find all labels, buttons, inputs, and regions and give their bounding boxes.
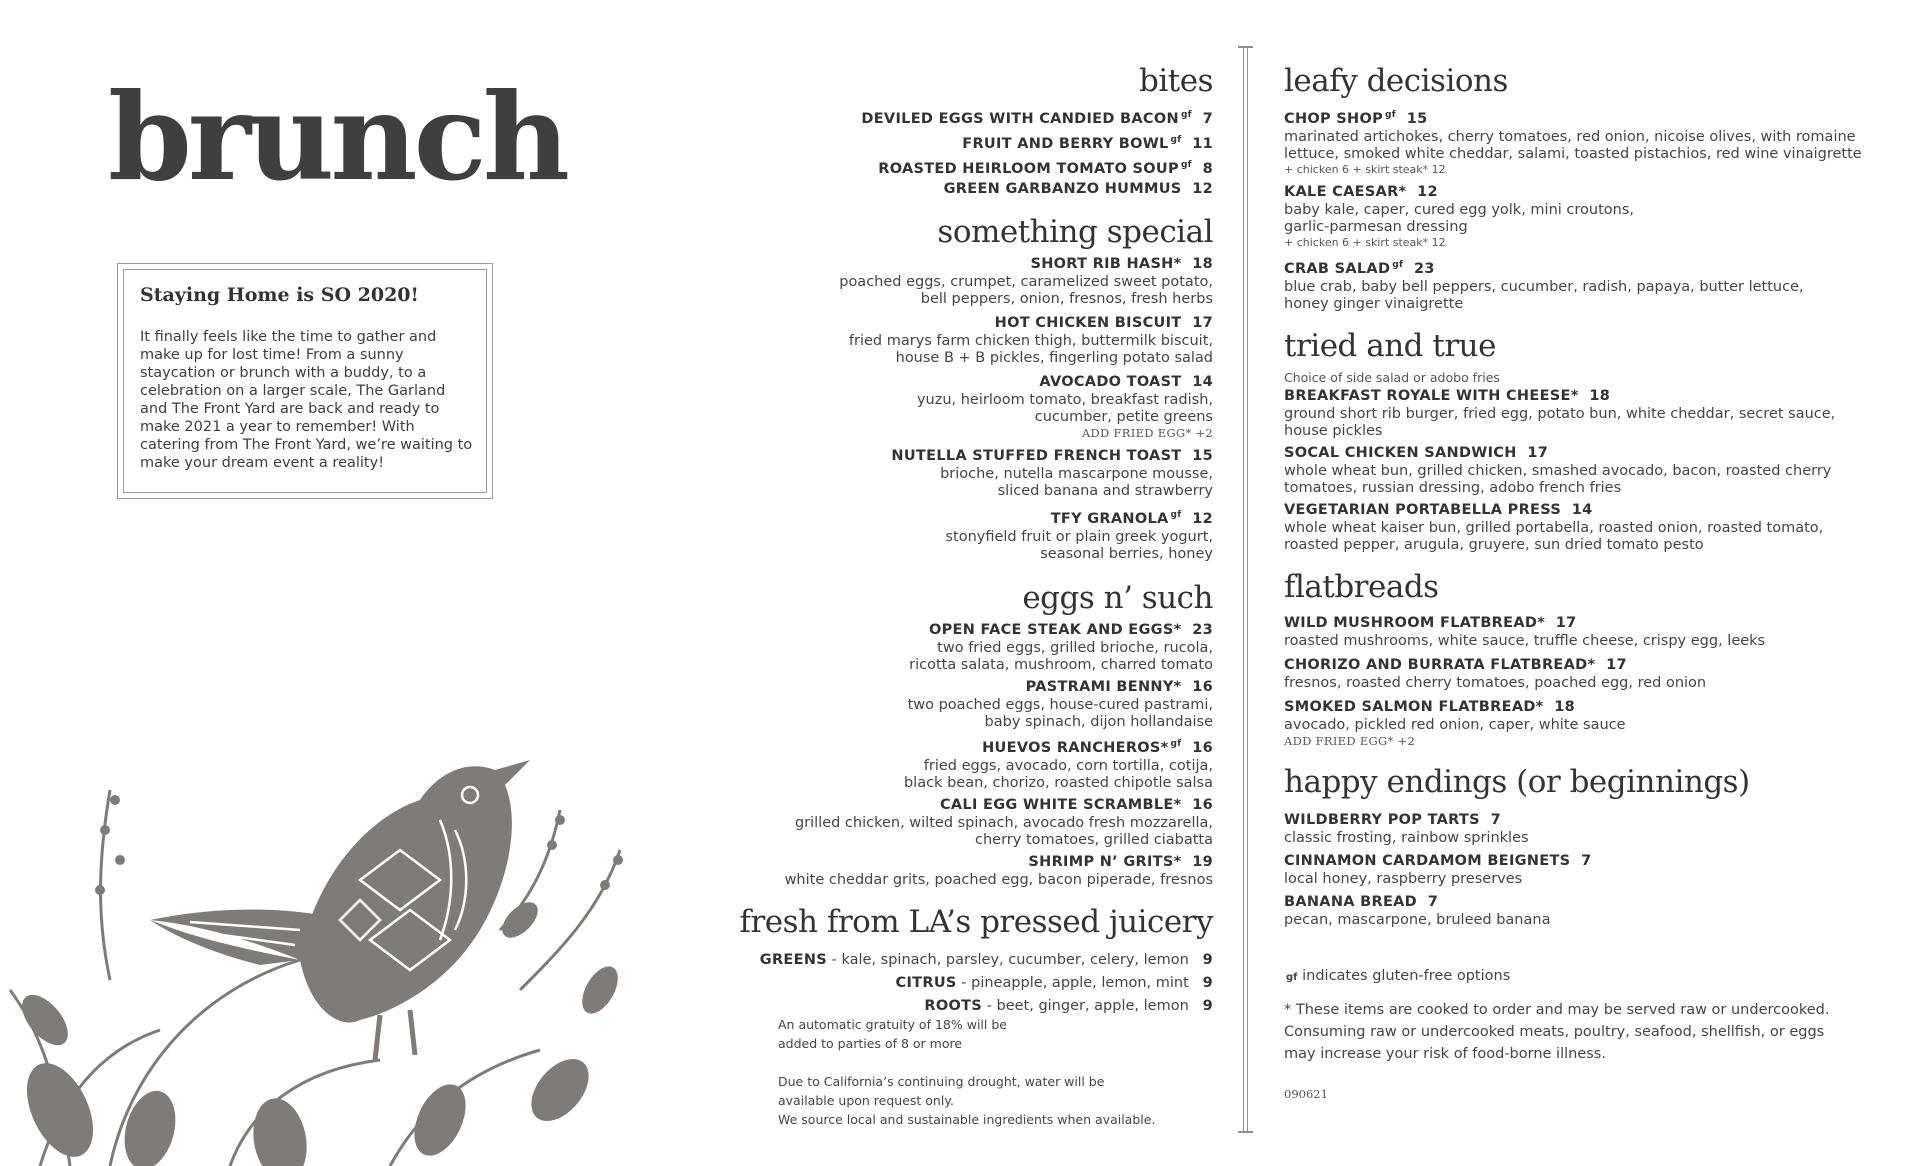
bird-illustration-icon [0,690,680,1166]
item-description: white cheddar grits, poached egg, bacon piperade, fresnos [784,872,1213,889]
footer-notes-right [1284,965,1884,1105]
item-price: 12 [1192,511,1213,528]
item-price: 23 [1413,260,1435,277]
column-divider [1243,47,1248,1133]
promo-box-inner [123,269,487,493]
item-description: local honey, raspberry preserves [1284,870,1523,887]
item-name: SHRIMP N’ GRITS* [1028,854,1182,871]
item-description: cucumber, petite greens [1034,409,1213,426]
promo-title: Staying Home is SO 2020! [140,284,419,306]
item-name: HOT CHICKEN BISCUIT [994,315,1182,332]
juicery-list [693,949,1213,1018]
menu-item [693,180,1213,199]
item-price: 15 [1406,110,1428,127]
item-price: 16 [1192,679,1213,696]
item-price: 18 [1589,387,1611,404]
item-description: ricotta salata, mushroom, charred tomato [909,657,1213,674]
item-description: two fried eggs, grilled brioche, rucola, [937,640,1213,657]
item-name: GREEN GARBANZO HUMMUS [943,181,1182,198]
menu-item [693,106,1213,129]
item-description: seasonal berries, honey [1040,546,1213,563]
item-description: bell peppers, onion, fresnos, fresh herbs [920,291,1213,308]
gluten-free-mark: gf [1180,159,1192,170]
item-name: PASTRAMI BENNY* [1025,679,1182,696]
sourcing-note: We source local and sustainable ingredients when available. [778,1112,1156,1127]
menu-item [693,972,1213,995]
menu-item [1284,614,1884,650]
menu-item [1284,852,1884,888]
menu-version-code: 090621 [1284,1087,1328,1101]
special-list [693,255,1213,563]
item-name: KALE CAESAR* [1284,183,1407,200]
section-heading-bites: bites [1139,63,1213,99]
item-name: ROOTS [924,998,983,1015]
item-name: BANANA BREAD [1284,893,1418,910]
water-note: available upon request only. [778,1093,954,1108]
menu-item [1284,106,1884,177]
section-heading-happy-endings: happy endings (or beginnings) [1284,763,1750,800]
item-price: 17 [1527,444,1549,461]
item-name: VEGETARIAN PORTABELLA PRESS [1284,501,1562,518]
item-name: WILDBERRY POP TARTS [1284,811,1480,828]
menu-item [1284,387,1884,440]
item-addon: ADD FRIED EGG* +2 [1284,733,1416,748]
item-description: cherry tomatoes, grilled ciabatta [975,832,1213,849]
menu-item [693,255,1213,308]
menu-item [693,314,1213,367]
item-price: 7 [1427,893,1439,910]
item-description: fried eggs, avocado, corn tortilla, cotija, [923,758,1213,775]
item-description: black bean, chorizo, roasted chipotle salsa [903,775,1213,792]
item-name: WILD MUSHROOM FLATBREAD* [1284,614,1546,631]
menu-item [693,853,1213,889]
item-description: brioche, nutella mascarpone mousse, [940,466,1213,483]
item-description: marinated artichokes, cherry tomatoes, red onion, nicoise olives, with romaine lettuce, smoked white cheddar, salami, toasted pistachios, red wine vinaigrette [1284,128,1862,162]
item-name: AVOCADO TOAST [1039,374,1182,391]
item-description: avocado, pickled red onion, caper, white sauce [1284,716,1626,733]
item-name: GREENS [759,952,828,969]
item-name: OPEN FACE STEAK AND EGGS* [928,622,1182,639]
item-description: blue crab, baby bell peppers, cucumber, radish, papaya, butter lettuce, honey ginger vinaigrette [1284,278,1804,312]
section-heading-something-special: something special [937,214,1213,251]
menu-item [693,156,1213,179]
item-name: SHORT RIB HASH* [1030,256,1182,273]
menu-item [693,447,1213,500]
raw-food-warning: * These items are cooked to order and may be served raw or undercooked. [1284,1002,1830,1018]
item-price: 8 [1202,160,1213,177]
gratuity-note: An automatic gratuity of 18% will be [778,1017,1007,1032]
item-description: - kale, spinach, parsley, cucumber, celery, lemon [827,952,1189,969]
menu-item [693,735,1213,792]
item-price: 9 [1202,952,1213,969]
item-description: fried marys farm chicken thigh, buttermilk biscuit, [848,333,1213,350]
item-price: 16 [1192,740,1213,757]
menu-title: brunch [108,67,566,208]
item-name: ROASTED HEIRLOOM TOMATO SOUP [878,160,1179,177]
gluten-free-legend-text: indicates gluten-free options [1297,968,1511,984]
item-price: 7 [1581,852,1592,869]
water-note: Due to California’s continuing drought, water will be [778,1074,1105,1089]
item-description: baby spinach, dijon hollandaise [984,714,1213,731]
item-name: DEVILED EGGS WITH CANDIED BACON [861,110,1179,127]
footer-notes-left [778,1015,1218,1129]
item-name: CRAB SALAD [1284,260,1391,277]
item-name: CHORIZO AND BURRATA FLATBREAD* [1284,656,1596,673]
section-heading-flatbreads: flatbreads [1284,568,1439,605]
item-name: SOCAL CHICKEN SANDWICH [1284,444,1517,461]
item-addon: + chicken 6 + skirt steak* 12 [1284,235,1446,249]
menu-item [693,621,1213,674]
menu-item [1284,656,1884,692]
menu-item [1284,501,1884,554]
item-description: house B + B pickles, fingerling potato salad [895,350,1213,367]
item-description: whole wheat kaiser bun, grilled portabella, roasted onion, roasted tomato, roasted pepper, arugula, gruyere, sun dried tomato pesto [1284,519,1824,553]
promo-box [117,263,493,499]
item-description: - beet, ginger, apple, lemon [982,998,1189,1015]
gluten-free-mark: gf [1385,110,1396,120]
item-price: 7 [1202,110,1213,127]
item-price: 18 [1554,698,1576,715]
right-column [1284,62,1884,929]
item-price: 11 [1192,135,1213,152]
item-name: CHOP SHOP [1284,110,1384,127]
eggs-list [693,621,1213,889]
item-description: baby kale, caper, cured egg yolk, mini croutons, garlic-parmesan dressing [1284,201,1634,235]
raw-food-warning: may increase your risk of food-borne illness. [1284,1046,1606,1062]
item-description: classic frosting, rainbow sprinkles [1284,829,1529,846]
item-description: - pineapple, apple, lemon, mint [956,975,1189,992]
menu-item [1284,811,1884,847]
gluten-free-mark: gf [1180,110,1192,120]
item-name: TFY GRANOLA [1050,511,1169,528]
center-column [693,62,1213,1018]
item-price: 18 [1192,256,1213,273]
item-name: SMOKED SALMON FLATBREAD* [1284,698,1544,715]
section-heading-eggs: eggs n’ such [1022,580,1213,617]
item-name: FRUIT AND BERRY BOWL [962,135,1169,152]
item-price: 17 [1606,656,1627,673]
menu-item [693,373,1213,441]
item-name: CINNAMON CARDAMOM BEIGNETS [1284,852,1571,869]
promo-body: It finally feels like the time to gather and make up for lost time! From a sunny staycation or brunch with a buddy, to a celebration on a larger scale, The Garland and The Front Yard are back and ready to make 2021 a year to remember! With catering from The Front Yard, we’re waiting to make your dream event a reality! [140,329,473,471]
item-description: pecan, mascarpone, bruleed banana [1284,911,1551,928]
menu-item [1284,256,1884,313]
item-price: 12 [1192,181,1213,198]
gluten-free-mark: gf [1170,510,1182,521]
menu-item [693,131,1213,154]
item-description: yuzu, heirloom tomato, breakfast radish, [916,392,1213,409]
item-price: 9 [1202,975,1213,992]
item-price: 14 [1192,374,1213,391]
section-heading-juicery: fresh from LA’s pressed juicery [739,904,1213,941]
gluten-free-mark: gf [1170,739,1182,750]
item-price: 15 [1192,448,1213,465]
bites-list [693,106,1213,199]
gluten-free-mark: gf [1392,259,1404,270]
item-addon: + chicken 6 + skirt steak* 12 [1284,162,1446,176]
item-name: CITRUS [895,975,957,992]
section-note: Choice of side salad or adobo fries [1284,369,1500,385]
gratuity-note: added to parties of 8 or more [778,1036,963,1051]
item-price: 23 [1192,622,1213,639]
item-name: BREAKFAST ROYALE WITH CHEESE* [1284,387,1579,404]
menu-item [693,678,1213,731]
item-description: fresnos, roasted cherry tomatoes, poached egg, red onion [1284,674,1707,691]
menu-item [1284,444,1884,497]
divider-cap-bottom [1238,1131,1253,1133]
item-description: ground short rib burger, fried egg, potato bun, white cheddar, secret sauce, house pickles [1284,405,1836,439]
item-price: 17 [1192,315,1213,332]
gluten-free-legend [1284,965,1884,989]
item-description: stonyfield fruit or plain greek yogurt, [945,529,1213,546]
raw-food-warning: Consuming raw or undercooked meats, poultry, seafood, shellfish, or eggs [1284,1024,1825,1040]
item-price: 7 [1490,811,1501,828]
item-name: HUEVOS RANCHEROS* [982,740,1169,757]
item-price: 12 [1417,183,1438,200]
menu-item [1284,893,1884,929]
item-addon: ADD FRIED EGG* +2 [1081,426,1213,441]
section-heading-tried-and-true: tried and true [1284,327,1496,364]
menu-item [693,796,1213,849]
item-description: whole wheat bun, grilled chicken, smashed avocado, bacon, roasted cherry tomatoes, russian dressing, adobo french fries [1284,462,1832,496]
menu-item [693,949,1213,972]
item-price: 16 [1192,797,1213,814]
item-description: poached eggs, crumpet, caramelized sweet potato, [839,274,1213,291]
item-description: grilled chicken, wilted spinach, avocado fresh mozzarella, [794,815,1213,832]
menu-item [693,506,1213,563]
item-name: CALI EGG WHITE SCRAMBLE* [939,797,1182,814]
menu-item [1284,183,1884,250]
item-price: 9 [1202,998,1213,1015]
item-description: two poached eggs, house-cured pastrami, [907,697,1213,714]
item-name: NUTELLA STUFFED FRENCH TOAST [891,448,1182,465]
gluten-free-mark: gf [1170,134,1182,145]
item-price: 19 [1192,854,1213,871]
item-price: 17 [1555,614,1577,631]
item-description: sliced banana and strawberry [997,483,1213,500]
menu-item [1284,698,1884,749]
item-price: 14 [1571,501,1593,518]
item-description: roasted mushrooms, white sauce, truffle cheese, crispy egg, leeks [1284,632,1766,649]
section-heading-leafy: leafy decisions [1284,63,1508,99]
gluten-free-mark: gf [1286,972,1298,983]
